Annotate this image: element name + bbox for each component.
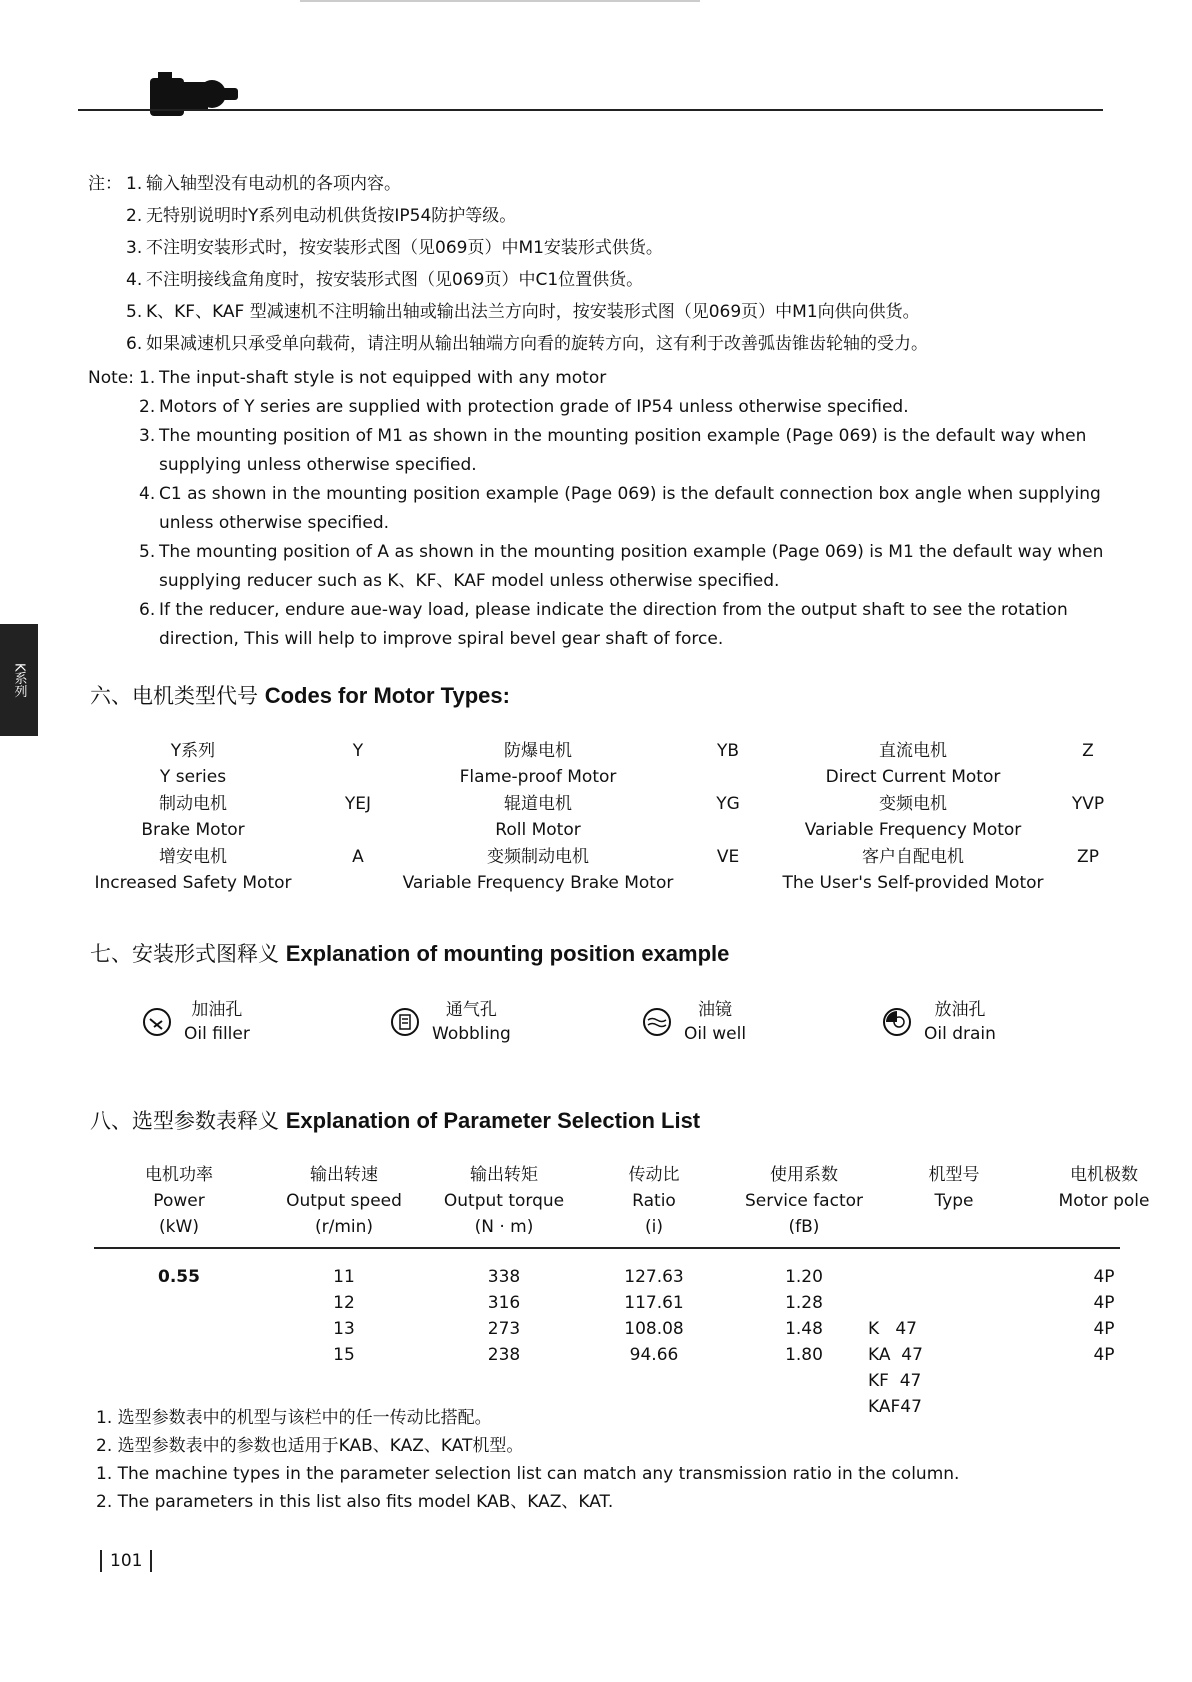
note-text: The mounting position of A as shown in the mounting position example (Page 069) is M1 the default way when supplying reducer such as K、KF、KAF model unless otherwise specified. <box>159 542 1104 591</box>
table-cell: KA 47 <box>868 1345 923 1365</box>
note-num: 2. <box>126 206 143 226</box>
table-cell: 1.20 <box>785 1267 823 1287</box>
note-num: 6. <box>139 600 156 620</box>
page-number-bar-left <box>100 1550 102 1572</box>
section-title-cn: 八、选型参数表释义 <box>90 1109 279 1133</box>
note-text: 输入轴型没有电动机的各项内容。 <box>146 174 401 194</box>
table-cell: 4P <box>1093 1267 1115 1287</box>
table-cell: 15 <box>333 1345 355 1365</box>
legend-label-en: Oil filler <box>184 1024 250 1044</box>
col-header-service-factor: 使用系数 Service factor (fB) <box>744 1165 864 1237</box>
table-footnotes <box>96 1404 959 1516</box>
breather-icon <box>390 1007 420 1037</box>
notes-en-lead: Note: <box>88 368 134 388</box>
motor-type-name: 辊道电机 Roll Motor <box>495 794 581 840</box>
oil-sight-glass-icon <box>642 1007 672 1037</box>
page-number-text: 101 <box>110 1551 143 1571</box>
note-text: 无特别说明时Y系列电动机供货按IP54防护等级。 <box>146 206 517 226</box>
note-num: 1. <box>139 368 156 388</box>
table-col-speed <box>264 1264 424 1368</box>
note-num: 5. <box>139 542 156 562</box>
note-num: 2. <box>139 397 156 417</box>
table-col-motor-pole <box>1024 1264 1184 1368</box>
table-cell: 1.28 <box>785 1293 823 1313</box>
page-number <box>92 1550 160 1572</box>
footnote: 1. The machine types in the parameter selection list can match any transmission ratio in the column. <box>96 1464 960 1484</box>
section-title-cn: 七、安装形式图释义 <box>90 942 279 966</box>
page-number-bar-right <box>150 1550 152 1572</box>
table-cell: 108.08 <box>624 1319 684 1339</box>
section-title-en: Codes for Motor Types: <box>264 683 510 708</box>
note-text: Motors of Y series are supplied with protection grade of IP54 unless otherwise specified. <box>159 397 909 417</box>
legend-label-cn: 油镜 <box>698 1000 733 1020</box>
table-cell: KF 47 <box>868 1371 922 1391</box>
motor-type-code: Y <box>352 741 364 761</box>
note-num: 4. <box>126 270 143 290</box>
note-num: 6. <box>126 334 143 354</box>
table-col-service-factor <box>724 1264 884 1368</box>
motor-type-code: YVP <box>1071 794 1105 814</box>
legend-label-cn: 加油孔 <box>191 1000 243 1020</box>
parameter-table-header <box>94 1162 1150 1252</box>
note-text: 如果减速机只承受单向载荷，请注明从输出轴端方向看的旋转方向，这有利于改善弧齿锥齿轮轴的受力。 <box>146 334 928 354</box>
series-side-tab <box>0 624 38 736</box>
note-num: 3. <box>139 426 156 446</box>
legend-oil-filler <box>142 998 250 1046</box>
table-cell: 338 <box>487 1267 521 1287</box>
motor-type-name: 客户自配电机 The User's Self-provided Motor <box>782 847 1044 893</box>
notes-english <box>88 364 1118 654</box>
table-cell: 1.48 <box>785 1319 823 1339</box>
motor-type-code: YB <box>716 741 740 761</box>
legend-label-en: Oil drain <box>924 1024 996 1044</box>
table-cell: 127.63 <box>624 1267 684 1287</box>
note-text: 不注明安装形式时，按安装形式图（见069页）中M1安装形式供货。 <box>146 238 663 258</box>
motor-type-code: Z <box>1082 741 1094 761</box>
table-cell: 273 <box>487 1319 521 1339</box>
note-num: 3. <box>126 238 143 258</box>
table-cell: 11 <box>333 1267 355 1287</box>
col-header-motor-pole: 电机极数 Motor pole <box>1058 1165 1150 1211</box>
gear-reducer-logo <box>150 72 240 118</box>
motor-type-name: 增安电机 Increased Safety Motor <box>94 847 292 893</box>
footnote: 2. The parameters in this list also fits model KAB、KAZ、KAT. <box>96 1492 614 1512</box>
table-header-rule <box>94 1247 1120 1249</box>
oil-drain-icon <box>882 1007 912 1037</box>
table-cell: 13 <box>333 1319 355 1339</box>
legend-oil-drain <box>882 998 996 1046</box>
legend-breather <box>390 998 511 1046</box>
footnote: 1. 选型参数表中的机型与该栏中的任一传动比搭配。 <box>96 1408 492 1428</box>
col-header-power: 电机功率 Power (kW) <box>145 1165 213 1237</box>
table-cell: 4P <box>1093 1293 1115 1313</box>
table-cell: 316 <box>487 1293 521 1313</box>
scan-edge <box>300 0 700 2</box>
legend-label-en: Oil well <box>684 1024 747 1044</box>
table-col-ratio <box>584 1264 724 1368</box>
note-text: C1 as shown in the mounting position example (Page 069) is the default connection box angle when supplying unless otherwise specified. <box>159 484 1101 533</box>
note-num: 5. <box>126 302 143 322</box>
motor-type-code: YEJ <box>344 794 372 814</box>
note-text: If the reducer, endure aue-way load, please indicate the direction from the output shaft to see the rotation direction, This will help to improve spiral bevel gear shaft of force. <box>159 600 1068 649</box>
col-header-speed: 输出转速 Output speed (r/min) <box>286 1165 402 1237</box>
note-text: The mounting position of M1 as shown in the mounting position example (Page 069) is the default way when supplying unless otherwise specified. <box>159 426 1087 475</box>
table-cell: 238 <box>487 1345 521 1365</box>
table-cell: 12 <box>333 1293 355 1313</box>
motor-type-name: 防爆电机 Flame-proof Motor <box>459 741 617 787</box>
note-num: 4. <box>139 484 156 504</box>
legend-oil-sight-glass <box>642 998 746 1046</box>
section-title-en: Explanation of Parameter Selection List <box>285 1108 701 1133</box>
notes-cn-lead: 注： <box>88 174 122 194</box>
notes-chinese <box>88 168 928 360</box>
legend-label-en: Wobbling <box>432 1024 511 1044</box>
note-text: K、KF、KAF 型减速机不注明输出轴或输出法兰方向时，按安装形式图（见069页）中M1向供向供货。 <box>146 302 920 322</box>
section-motor-codes-title <box>90 680 510 710</box>
table-cell: KAF47 <box>868 1397 922 1417</box>
col-header-torque: 输出转矩 Output torque (N · m) <box>443 1165 565 1237</box>
motor-type-name: 直流电机 Direct Current Motor <box>825 741 1001 787</box>
note-num: 1. <box>126 174 143 194</box>
motor-type-name: 制动电机 Brake Motor <box>141 794 245 840</box>
section-mounting-title <box>90 938 729 968</box>
table-cell: K 47 <box>868 1319 917 1339</box>
side-tab-label: K系列 <box>11 662 27 698</box>
section-title-cn: 六、电机类型代号 <box>90 684 258 708</box>
table-cell: 4P <box>1093 1319 1115 1339</box>
motor-type-name: Y系列 Y series <box>159 741 227 787</box>
col-header-ratio: 传动比 Ratio (i) <box>628 1165 680 1237</box>
table-cell: 4P <box>1093 1345 1115 1365</box>
table-cell: 117.61 <box>624 1293 684 1313</box>
motor-type-name: 变频电机 Variable Frequency Motor <box>804 794 1022 840</box>
col-header-type: 机型号 Type <box>928 1165 980 1211</box>
section-title-en: Explanation of mounting position example <box>285 941 730 966</box>
table-col-torque <box>424 1264 584 1368</box>
table-cell: 94.66 <box>629 1345 679 1365</box>
legend-label-cn: 通气孔 <box>445 1000 497 1020</box>
header-rule <box>78 109 1103 111</box>
motor-type-code: ZP <box>1077 847 1099 867</box>
footnote: 2. 选型参数表中的参数也适用于KAB、KAZ、KAT机型。 <box>96 1436 524 1456</box>
motor-type-code: YG <box>716 794 740 814</box>
note-text: 不注明接线盒角度时，按安装形式图（见069页）中C1位置供货。 <box>146 270 644 290</box>
table-cell-power: 0.55 <box>158 1267 200 1287</box>
note-text: The input-shaft style is not equipped with any motor <box>159 368 607 388</box>
motor-type-code: A <box>352 847 364 867</box>
motor-type-code: VE <box>716 847 740 867</box>
oil-filler-icon <box>142 1007 172 1037</box>
section-parameter-title <box>90 1105 700 1135</box>
table-cell: 1.80 <box>785 1345 823 1365</box>
legend-label-cn: 放油孔 <box>934 1000 986 1020</box>
motor-type-name: 变频制动电机 Variable Frequency Brake Motor <box>402 847 674 893</box>
